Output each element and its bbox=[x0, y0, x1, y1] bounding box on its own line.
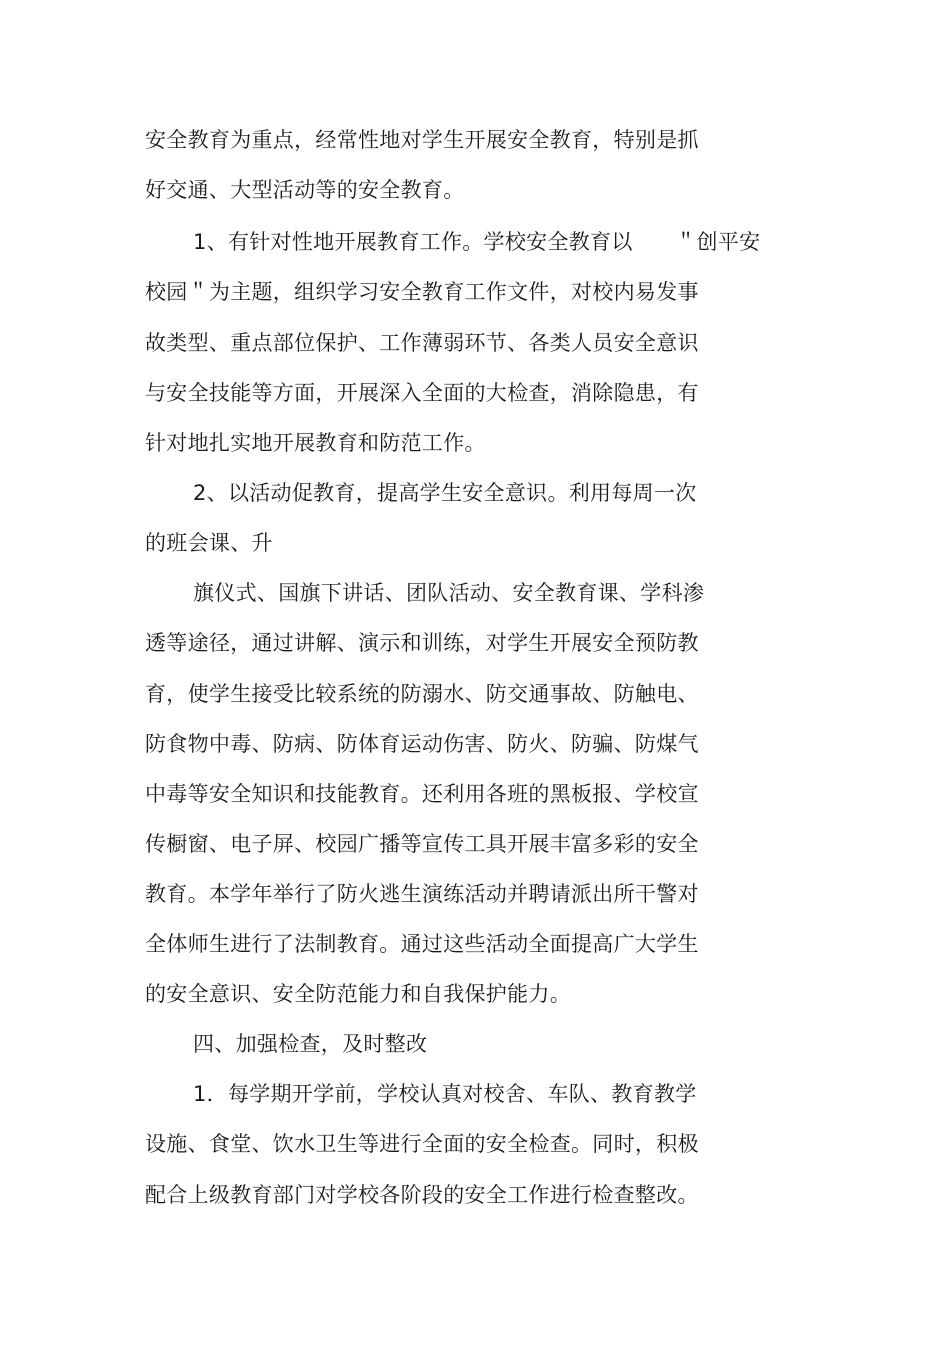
section-heading: 四、加强检查，及时整改 bbox=[193, 1032, 428, 1056]
paragraph-1-start: 1、有针对性地开展教育工作。学校安全教育以 ＂创平安 bbox=[193, 230, 761, 254]
text-line: 针对地扎实地开展教育和防范工作。 bbox=[145, 431, 486, 455]
text-line: 的安全意识、安全防范能力和自我保护能力。 bbox=[145, 982, 571, 1006]
text-line: 好交通、大型活动等的安全教育。 bbox=[145, 178, 465, 202]
paragraph-3-start: 1．每学期开学前，学校认真对校舍、车队、教育教学 bbox=[193, 1082, 697, 1106]
paragraph-2-start: 2、以活动促教育，提高学生安全意识。利用每周一次 bbox=[193, 481, 697, 505]
text-line: 全体师生进行了法制教育。通过这些活动全面提高广大学生 bbox=[145, 932, 699, 956]
text-line: 透等途径，通过讲解、演示和训练，对学生开展安全预防教 bbox=[145, 631, 699, 655]
text-line: 防食物中毒、防病、防体育运动伤害、防火、防骗、防煤气 bbox=[145, 732, 699, 756]
text-line: 教育。本学年举行了防火逃生演练活动并聘请派出所干警对 bbox=[145, 882, 699, 906]
text-line: 中毒等安全知识和技能教育。还利用各班的黑板报、学校宣 bbox=[145, 782, 699, 806]
text-line: 故类型、重点部位保护、工作薄弱环节、各类人员安全意识 bbox=[145, 331, 699, 355]
text-line: 配合上级教育部门对学校各阶段的安全工作进行检查整改。 bbox=[145, 1183, 699, 1207]
text-line: 的班会课、升 bbox=[145, 531, 273, 555]
text-line: 育，使学生接受比较系统的防溺水、防交通事故、防触电、 bbox=[145, 682, 699, 706]
text-line: 校园＂为主题，组织学习安全教育工作文件，对校内易发事 bbox=[145, 280, 699, 304]
text-line: 传橱窗、电子屏、校园广播等宣传工具开展丰富多彩的安全 bbox=[145, 832, 699, 856]
text-line: 与安全技能等方面，开展深入全面的大检查，消除隐患，有 bbox=[145, 381, 699, 405]
text-line: 设施、食堂、饮水卫生等进行全面的安全检查。同时，积极 bbox=[145, 1132, 699, 1156]
text-line: 旗仪式、国旗下讲话、团队活动、安全教育课、学科渗 bbox=[193, 581, 705, 605]
text-line: 安全教育为重点，经常性地对学生开展安全教育，特别是抓 bbox=[145, 128, 699, 152]
